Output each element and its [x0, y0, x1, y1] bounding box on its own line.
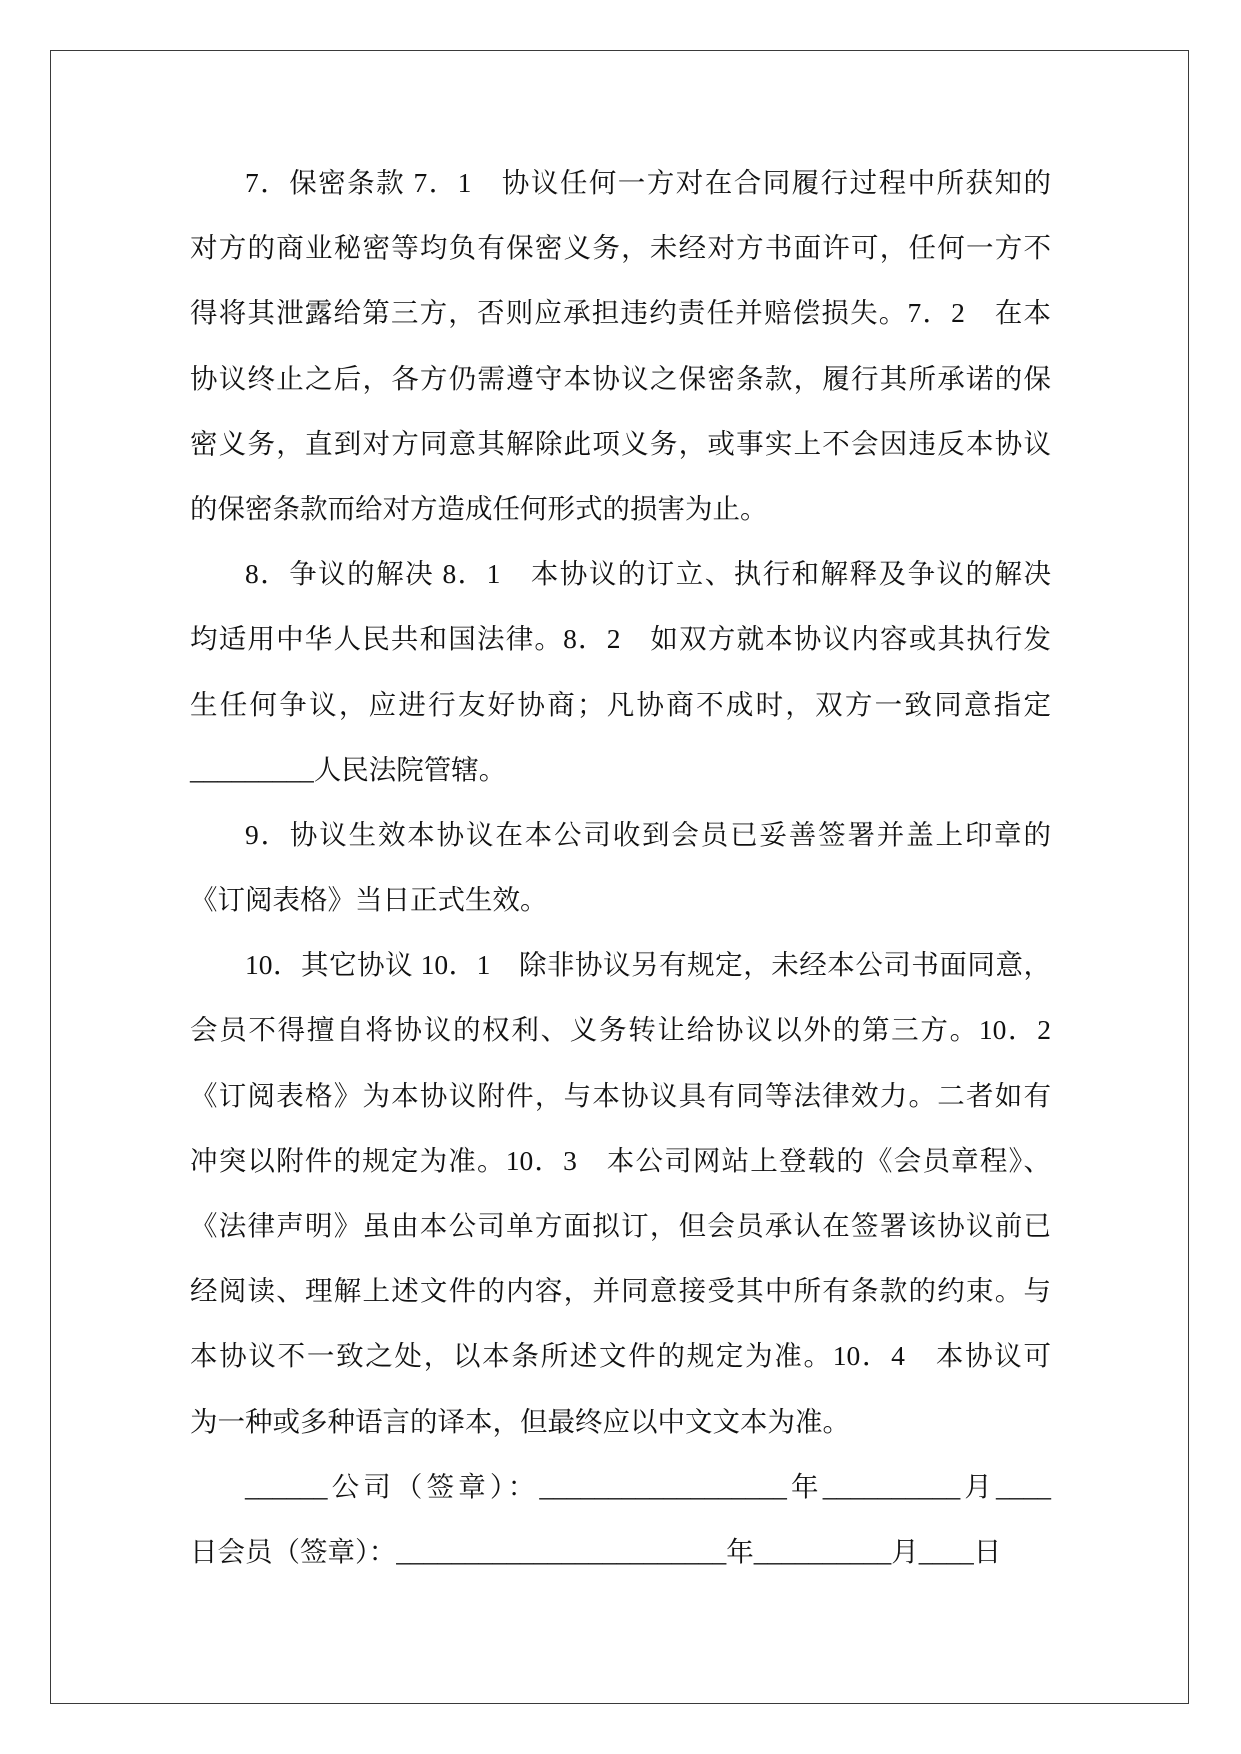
- clause-8-dispute-resolution: [190, 541, 1051, 802]
- text-line: 10．其它协议 10．1 除非协议另有规定，未经本公司书面同意，: [245, 949, 1051, 981]
- text-line: 会员不得擅自将协议的权利、义务转让给协议以外的第三方。10．2: [190, 1014, 1051, 1046]
- text-line: 为一种或多种语言的译本，但最终应以中文文本为准。: [190, 1405, 850, 1437]
- text-line: _________人民法院管辖。: [190, 753, 507, 785]
- clause-7-confidentiality: [190, 150, 1051, 541]
- text-line: 经阅读、理解上述文件的内容，并同意接受其中所有条款的约束。与: [190, 1275, 1051, 1307]
- member-signature-line: 日会员（签章）：________________________年__________月____日: [190, 1535, 1002, 1567]
- text-line: 协议终止之后，各方仍需遵守本协议之保密条款，履行其所承诺的保: [190, 362, 1051, 394]
- clause-9-effectiveness: [190, 802, 1051, 932]
- text-line: 生任何争议，应进行友好协商；凡协商不成时，双方一致同意指定: [190, 688, 1051, 720]
- text-line: 对方的商业秘密等均负有保密义务，未经对方书面许可，任何一方不: [190, 232, 1051, 264]
- text-line: 9．协议生效本协议在本公司收到会员已妥善签署并盖上印章的: [245, 818, 1051, 850]
- text-line: 的保密条款而给对方造成任何形式的损害为止。: [190, 492, 768, 524]
- document-body: [190, 150, 1051, 1584]
- company-signature-line: ______公司（签章）：__________________年__________月____: [245, 1470, 1051, 1502]
- text-line: 《法律声明》虽由本公司单方面拟订，但会员承认在签署该协议前已: [190, 1210, 1051, 1241]
- text-line: 冲突以附件的规定为准。10．3 本公司网站上登载的《会员章程》、: [190, 1144, 1051, 1176]
- text-line: 7．保密条款 7．1 协议任何一方对在合同履行过程中所获知的: [245, 167, 1051, 198]
- text-line: 密义务，直到对方同意其解除此项义务，或事实上不会因违反本协议: [190, 427, 1051, 459]
- text-line: 均适用中华人民共和国法律。8．2 如双方就本协议内容或其执行发: [190, 623, 1051, 655]
- clause-10-other-agreements: [190, 932, 1051, 1454]
- text-line: 《订阅表格》当日正式生效。: [190, 884, 548, 916]
- text-line: 本协议不一致之处，以本条所述文件的规定为准。10．4 本协议可: [190, 1340, 1051, 1372]
- signature-block: [190, 1454, 1051, 1584]
- text-line: 得将其泄露给第三方，否则应承担违约责任并赔偿损失。7．2 在本: [190, 297, 1051, 329]
- text-line: 《订阅表格》为本协议附件，与本协议具有同等法律效力。二者如有: [190, 1079, 1051, 1111]
- text-line: 8．争议的解决 8．1 本协议的订立、执行和解释及争议的解决: [245, 558, 1051, 590]
